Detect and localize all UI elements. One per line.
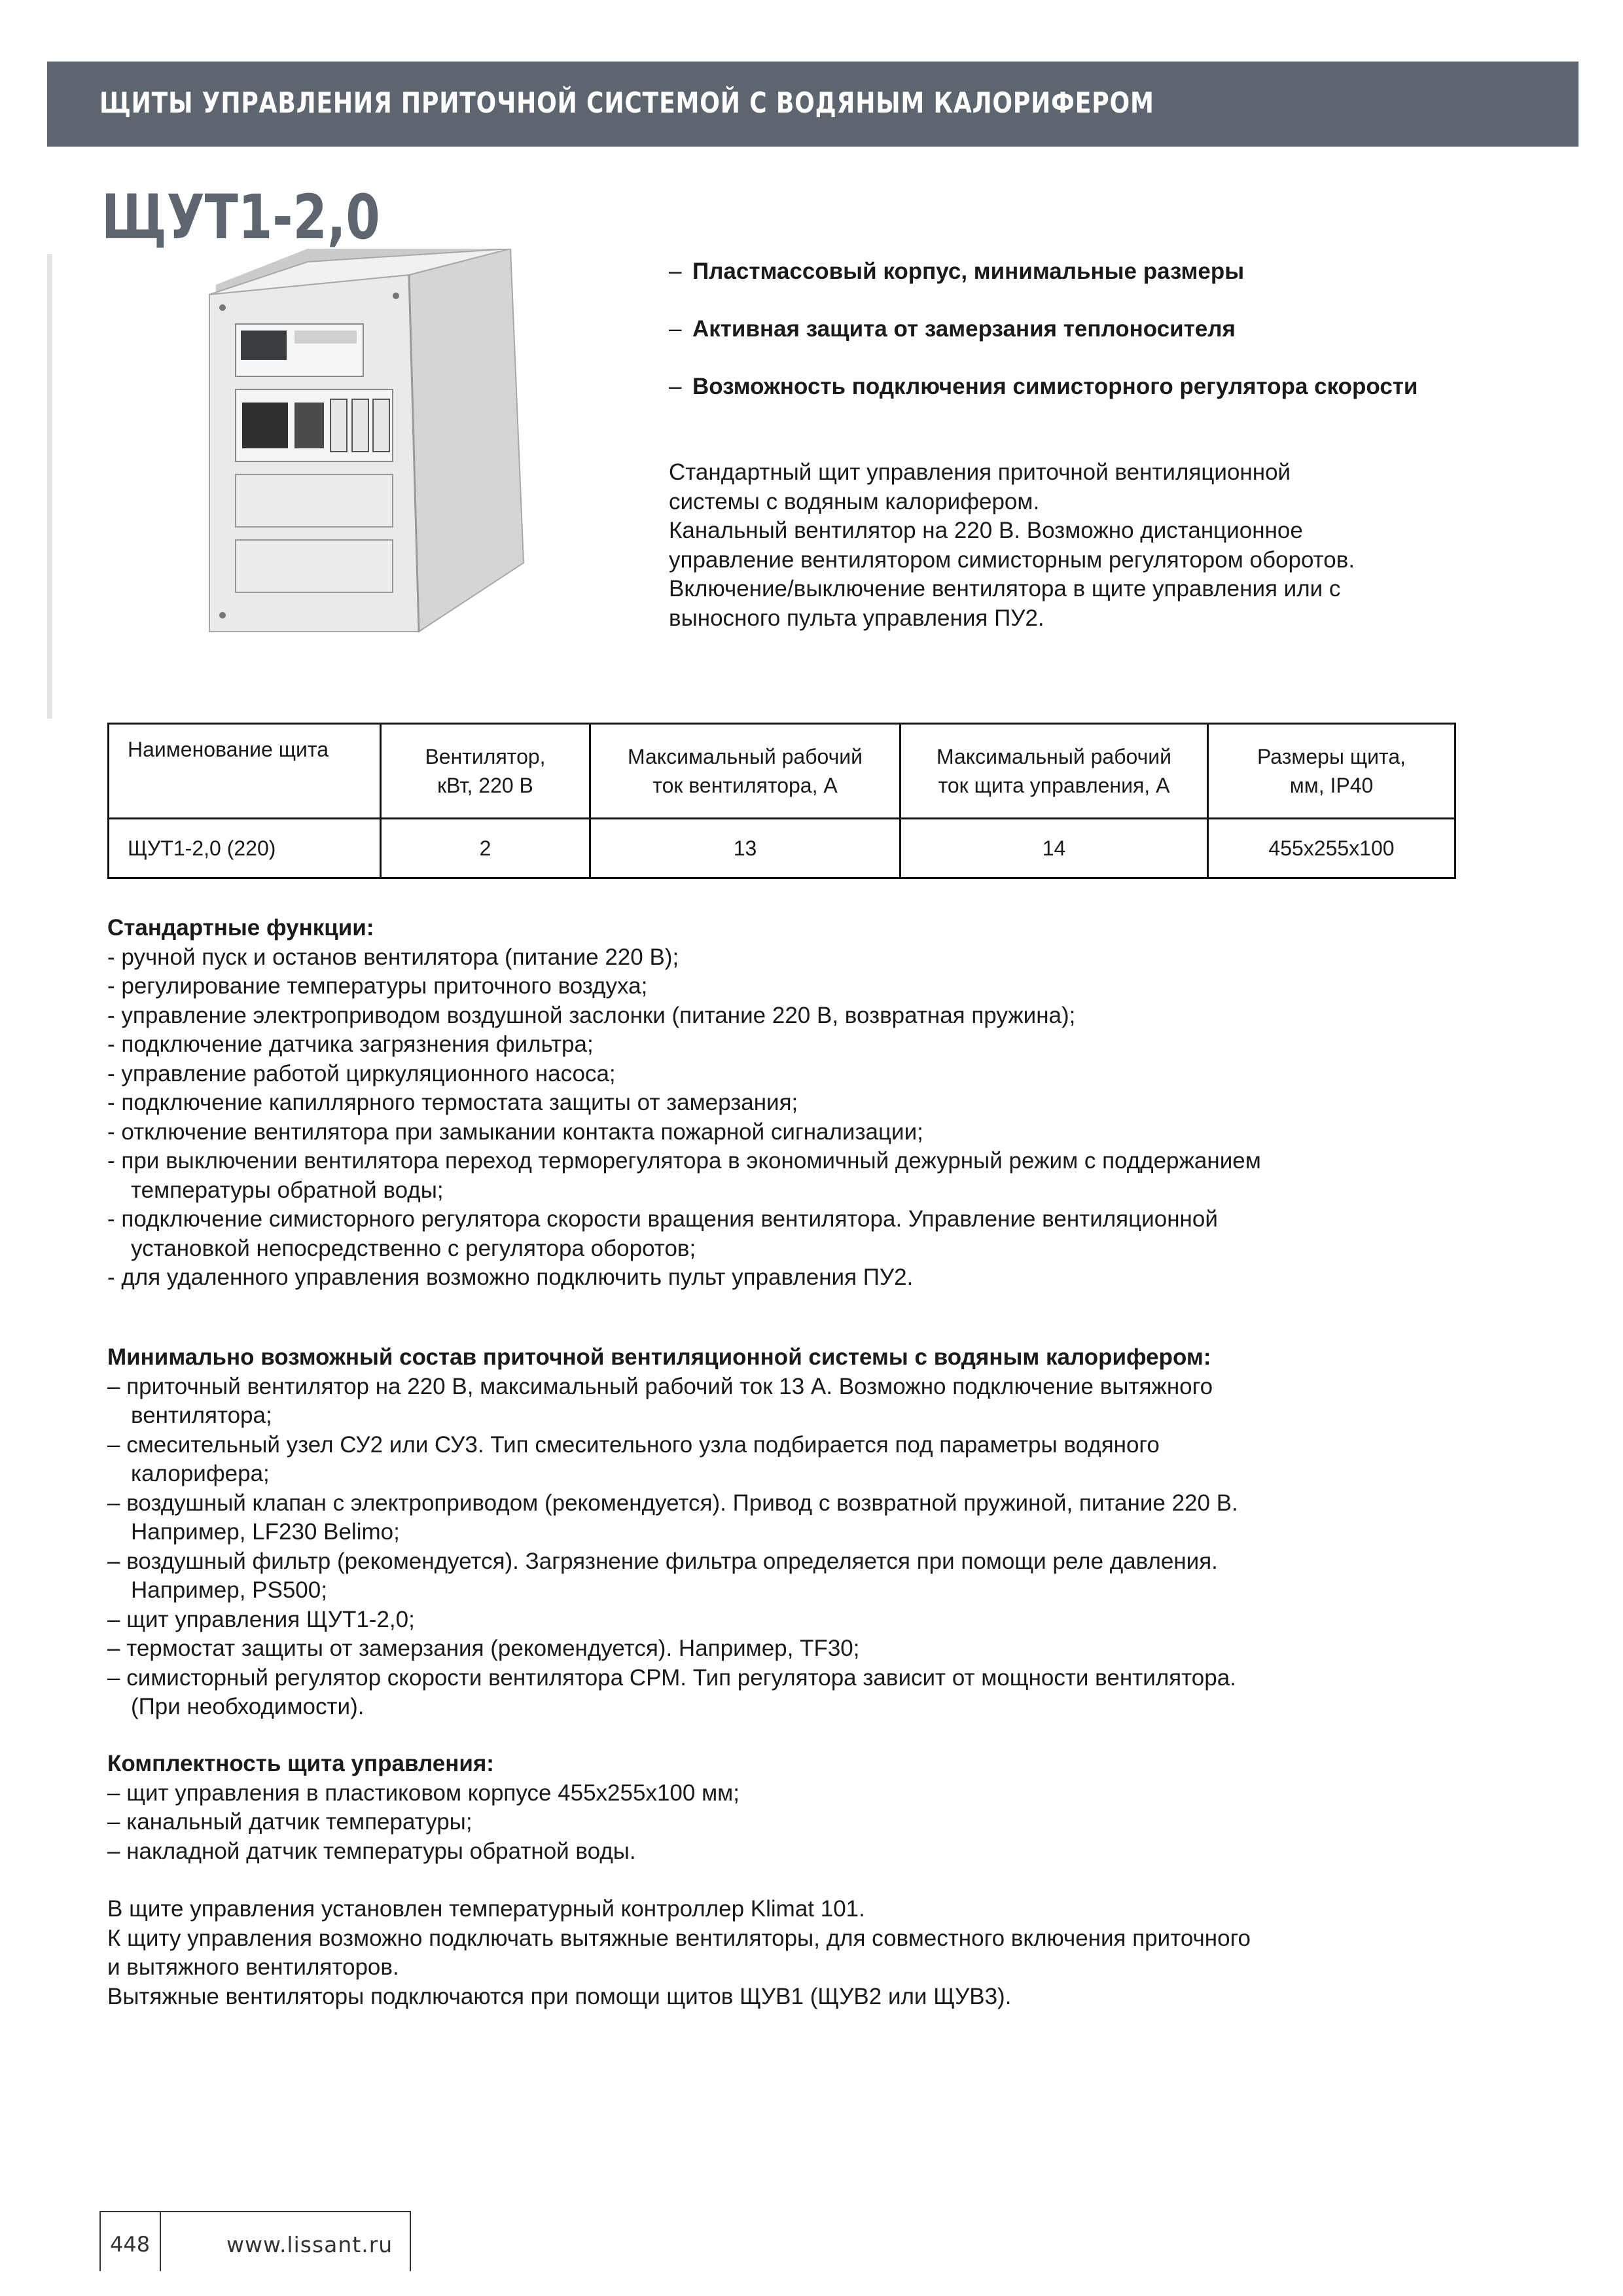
- decorative-side-rule: [47, 254, 52, 719]
- feature-text: Возможность подключения симисторного регулятора скорости: [692, 374, 1418, 399]
- list-line: - ручной пуск и останов вентилятора (питание 220 В);: [107, 944, 679, 970]
- spec-header-line: ток вентилятора, А: [652, 774, 838, 797]
- feature-dash: –: [669, 316, 682, 342]
- standard-functions-section: [107, 914, 1521, 1293]
- list-line: – симисторный регулятор скорости вентилятора СРМ. Тип регулятора зависит от мощности вентилятора.: [107, 1664, 1236, 1691]
- section-title: Минимально возможный состав приточной вентиляционной системы с водяным калорифером:: [107, 1344, 1211, 1370]
- section-title: Стандартные функции:: [107, 915, 374, 941]
- list-line: – термостат защиты от замерзания (рекомендуется). Например, TF30;: [107, 1636, 860, 1661]
- description-line: Стандартный щит управления приточной вентиляционной: [669, 459, 1291, 485]
- spec-header-line: Наименование щита: [128, 738, 329, 761]
- product-description: [669, 458, 1520, 633]
- list-line: Например, LF230 Belimo;: [131, 1519, 400, 1545]
- spec-table-row: [109, 819, 1455, 878]
- list-line: – воздушный фильтр (рекомендуется). Загрязнение фильтра определяется при помощи реле давления.: [107, 1548, 1218, 1574]
- spec-header-cell: [590, 724, 901, 819]
- spec-header-cell: [109, 724, 381, 819]
- description-line: Включение/выключение вентилятора в щите управления или с: [669, 576, 1341, 601]
- list-line: вентилятора;: [131, 1403, 272, 1428]
- list-line: (При необходимости).: [131, 1694, 365, 1719]
- spec-header-line: Размеры щита,: [1257, 745, 1406, 768]
- control-panel-product-image: [196, 249, 537, 641]
- list-line: - отключение вентилятора при замыкании контакта пожарной сигнализации;: [107, 1119, 923, 1145]
- list-line: – смесительный узел СУ2 или СУ3. Тип смесительного узла подбирается под параметры водяного: [107, 1431, 1160, 1458]
- footer-divider: [160, 2212, 161, 2271]
- spec-header-cell: [381, 724, 590, 819]
- spec-cell-fan-power: 2: [381, 819, 590, 878]
- list-line: температуры обратной воды;: [131, 1177, 444, 1203]
- description-line: управление вентилятором симисторным регулятором оборотов.: [669, 547, 1355, 573]
- spec-header-line: мм, IP40: [1289, 774, 1374, 797]
- list-line: Например, PS500;: [131, 1577, 327, 1603]
- minimal-system-section: [107, 1343, 1521, 1722]
- page-number: 448: [110, 2232, 151, 2257]
- section-title: Комплектность щита управления:: [107, 1751, 494, 1776]
- list-line: установкой непосредственно с регулятора оборотов;: [131, 1235, 696, 1261]
- spec-table: [107, 723, 1456, 879]
- list-line: К щиту управления возможно подключать вытяжные вентиляторы, для совместного включения приточного: [107, 1925, 1251, 1951]
- page-footer: [99, 2211, 411, 2271]
- spec-header-line: Максимальный рабочий: [936, 745, 1172, 768]
- spec-header-line: ток щита управления, А: [938, 774, 1170, 797]
- list-line: и вытяжного вентиляторов.: [107, 1954, 399, 1980]
- list-line: - управление электроприводом воздушной заслонки (питание 220 В, возвратная пружина);: [107, 1002, 1076, 1028]
- spec-cell-fan-current: 13: [590, 819, 901, 878]
- list-line: - подключение симисторного регулятора скорости вращения вентилятора. Управление вентиляционной: [107, 1206, 1218, 1232]
- spec-table-header-row: [109, 724, 1455, 819]
- list-line: – накладной датчик температуры обратной воды.: [107, 1838, 636, 1864]
- list-line: - регулирование температуры приточного воздуха;: [107, 973, 648, 999]
- list-line: - управление работой циркуляционного насоса;: [107, 1060, 616, 1086]
- spec-cell-panel-current: 14: [901, 819, 1208, 878]
- spec-cell-panel-name: ЩУТ1-2,0 (220): [109, 819, 381, 878]
- feature-item: [669, 257, 1493, 286]
- feature-dash: –: [669, 374, 682, 399]
- list-line: Вытяжные вентиляторы подключаются при помощи щитов ЩУВ1 (ЩУВ2 или ЩУВ3).: [107, 1983, 1012, 2009]
- spec-header-line: кВт, 220 В: [437, 774, 533, 797]
- list-line: - подключение датчика загрязнения фильтра;: [107, 1031, 594, 1057]
- spec-header-cell: [1208, 724, 1455, 819]
- list-line: - подключение капиллярного термостата защиты от замерзания;: [107, 1090, 798, 1115]
- spec-header-line: Вентилятор,: [425, 745, 546, 768]
- list-line: – приточный вентилятор на 220 В, максимальный рабочий ток 13 А. Возможно подключение вытяжного: [107, 1373, 1213, 1399]
- feature-dash: –: [669, 259, 682, 284]
- spec-cell-dimensions: 455x255x100: [1208, 819, 1455, 878]
- package-contents-section: [107, 1749, 1521, 1866]
- feature-text: Пластмассовый корпус, минимальные размеры: [692, 259, 1245, 284]
- list-line: - при выключении вентилятора переход терморегулятора в экономичный дежурный режим с поддержанием: [107, 1148, 1261, 1174]
- feature-text: Активная защита от замерзания теплоносителя: [692, 316, 1236, 342]
- product-title: ЩУТ1-2,0: [101, 182, 380, 253]
- list-line: – воздушный клапан с электроприводом (рекомендуется). Привод с возвратной пружиной, питание 220 В.: [107, 1490, 1238, 1516]
- section-header-bar: [47, 62, 1578, 147]
- description-line: Канальный вентилятор на 220 В. Возможно дистанционное: [669, 518, 1303, 543]
- notes-section: [107, 1895, 1521, 2011]
- feature-list: [669, 257, 1493, 429]
- list-line: – щит управления в пластиковом корпусе 455x255x100 мм;: [107, 1780, 740, 1806]
- feature-item: [669, 372, 1493, 401]
- list-line: – щит управления ЩУТ1-2,0;: [107, 1606, 415, 1632]
- list-line: калорифера;: [131, 1461, 270, 1486]
- description-line: выносного пульта управления ПУ2.: [669, 605, 1044, 631]
- section-header-title: ЩИТЫ УПРАВЛЕНИЯ ПРИТОЧНОЙ СИСТЕМОЙ С ВОДЯНЫМ КАЛОРИФЕРОМ: [99, 86, 1154, 120]
- spec-header-line: Максимальный рабочий: [627, 745, 863, 768]
- list-line: В щите управления установлен температурный контроллер Klimat 101.: [107, 1896, 865, 1922]
- list-line: - для удаленного управления возможно подключить пульт управления ПУ2.: [107, 1265, 914, 1290]
- list-line: – канальный датчик температуры;: [107, 1809, 473, 1835]
- feature-item: [669, 314, 1493, 344]
- website-link[interactable]: www.lissant.ru: [226, 2232, 393, 2257]
- description-line: системы с водяным калорифером.: [669, 488, 1040, 514]
- spec-header-cell: [901, 724, 1208, 819]
